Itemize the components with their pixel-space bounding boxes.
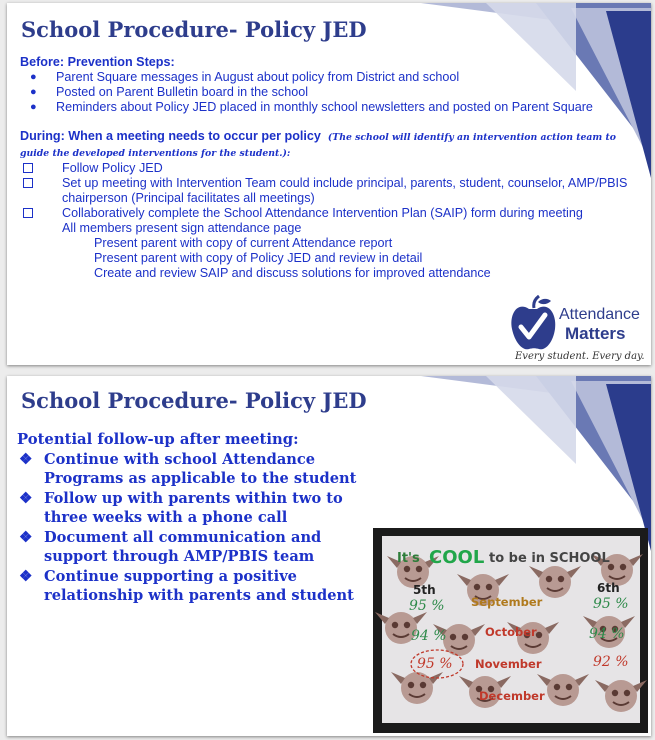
svg-text:to be in SCHOOL: to be in SCHOOL — [489, 551, 610, 566]
slide-title: School Procedure- Policy JED — [21, 388, 367, 413]
during-note: (The school will identify an intervention action team to guide the developed interventions for the student.): — [20, 132, 616, 159]
before-heading: Before: Prevention Steps: — [20, 55, 175, 69]
during-heading-block — [20, 129, 632, 161]
during-heading: During: When a meeting needs to occur per policy — [20, 129, 321, 143]
diamond-bullet-icon: ❖ — [19, 449, 33, 468]
checkbox-square-icon — [23, 208, 33, 218]
svg-text:November: November — [475, 657, 542, 671]
diamond-bullet-icon: ❖ — [19, 527, 33, 546]
svg-text:92 %: 92 % — [593, 654, 629, 670]
sub-item: Present parent with copy of current Attendance report — [94, 236, 393, 250]
svg-text:September: September — [471, 595, 543, 609]
list-item: Collaboratively complete the School Attendance Intervention Plan (SAIP) form during meeting — [20, 206, 632, 221]
svg-text:6th: 6th — [597, 581, 620, 595]
slide-2 — [7, 376, 651, 736]
svg-text:Matters: Matters — [565, 324, 626, 343]
list-item: Set up meeting with Intervention Team could include principal, parents, student, counselor, AMP/PBIS chairperson (Principal facilitates all meetings) — [20, 176, 632, 206]
slide-2-body — [17, 430, 387, 606]
svg-text:December: December — [479, 689, 545, 703]
svg-text:Every student. Every day.: Every student. Every day. — [515, 351, 645, 362]
svg-text:95 %: 95 % — [593, 596, 629, 612]
diamond-bullet-icon: ❖ — [19, 488, 33, 507]
attendance-matters-logo — [509, 295, 651, 365]
svg-text:It's: It's — [397, 551, 420, 566]
list-item: Follow Policy JED — [20, 161, 632, 176]
list-item: ❖ Continue supporting a positive relationship with parents and student — [19, 566, 354, 604]
subline: All members present sign attendance page — [62, 221, 302, 235]
attendance-poster-photo — [373, 528, 648, 733]
svg-text:95 %: 95 % — [417, 656, 453, 672]
svg-text:94 %: 94 % — [411, 628, 447, 644]
followup-heading: Potential follow-up after meeting: — [17, 431, 299, 448]
slide-1-body — [20, 55, 632, 281]
svg-text:COOL: COOL — [429, 547, 485, 568]
list-item: ❖ Follow up with parents within two to three weeks with a phone call — [19, 488, 343, 526]
sub-item: Present parent with copy of Policy JED and review in detail — [94, 251, 423, 265]
slide-title: School Procedure- Policy JED — [21, 17, 367, 42]
svg-text:95 %: 95 % — [409, 598, 445, 614]
list-item: ● Parent Square messages in August about policy from District and school — [30, 70, 460, 84]
list-item: ❖ Continue with school Attendance Programs as applicable to the student — [19, 449, 357, 487]
checkbox-square-icon — [23, 178, 33, 188]
diamond-bullet-icon: ❖ — [19, 566, 33, 585]
checkbox-square-icon — [23, 163, 33, 173]
list-item: ● Posted on Parent Bulletin board in the school — [30, 85, 309, 99]
sub-item: Create and review SAIP and discuss solutions for improved attendance — [94, 266, 491, 280]
slide-1 — [7, 3, 651, 365]
svg-text:Attendance: Attendance — [559, 306, 640, 323]
list-item: ● Reminders about Policy JED placed in monthly school newsletters and posted on Parent Square — [30, 100, 593, 114]
svg-text:5th: 5th — [413, 583, 436, 597]
list-item: ❖ Document all communication and support through AMP/PBIS team — [19, 527, 322, 565]
svg-text:94 %: 94 % — [589, 626, 625, 642]
corner-decoration — [416, 376, 651, 551]
svg-text:October: October — [485, 625, 537, 639]
